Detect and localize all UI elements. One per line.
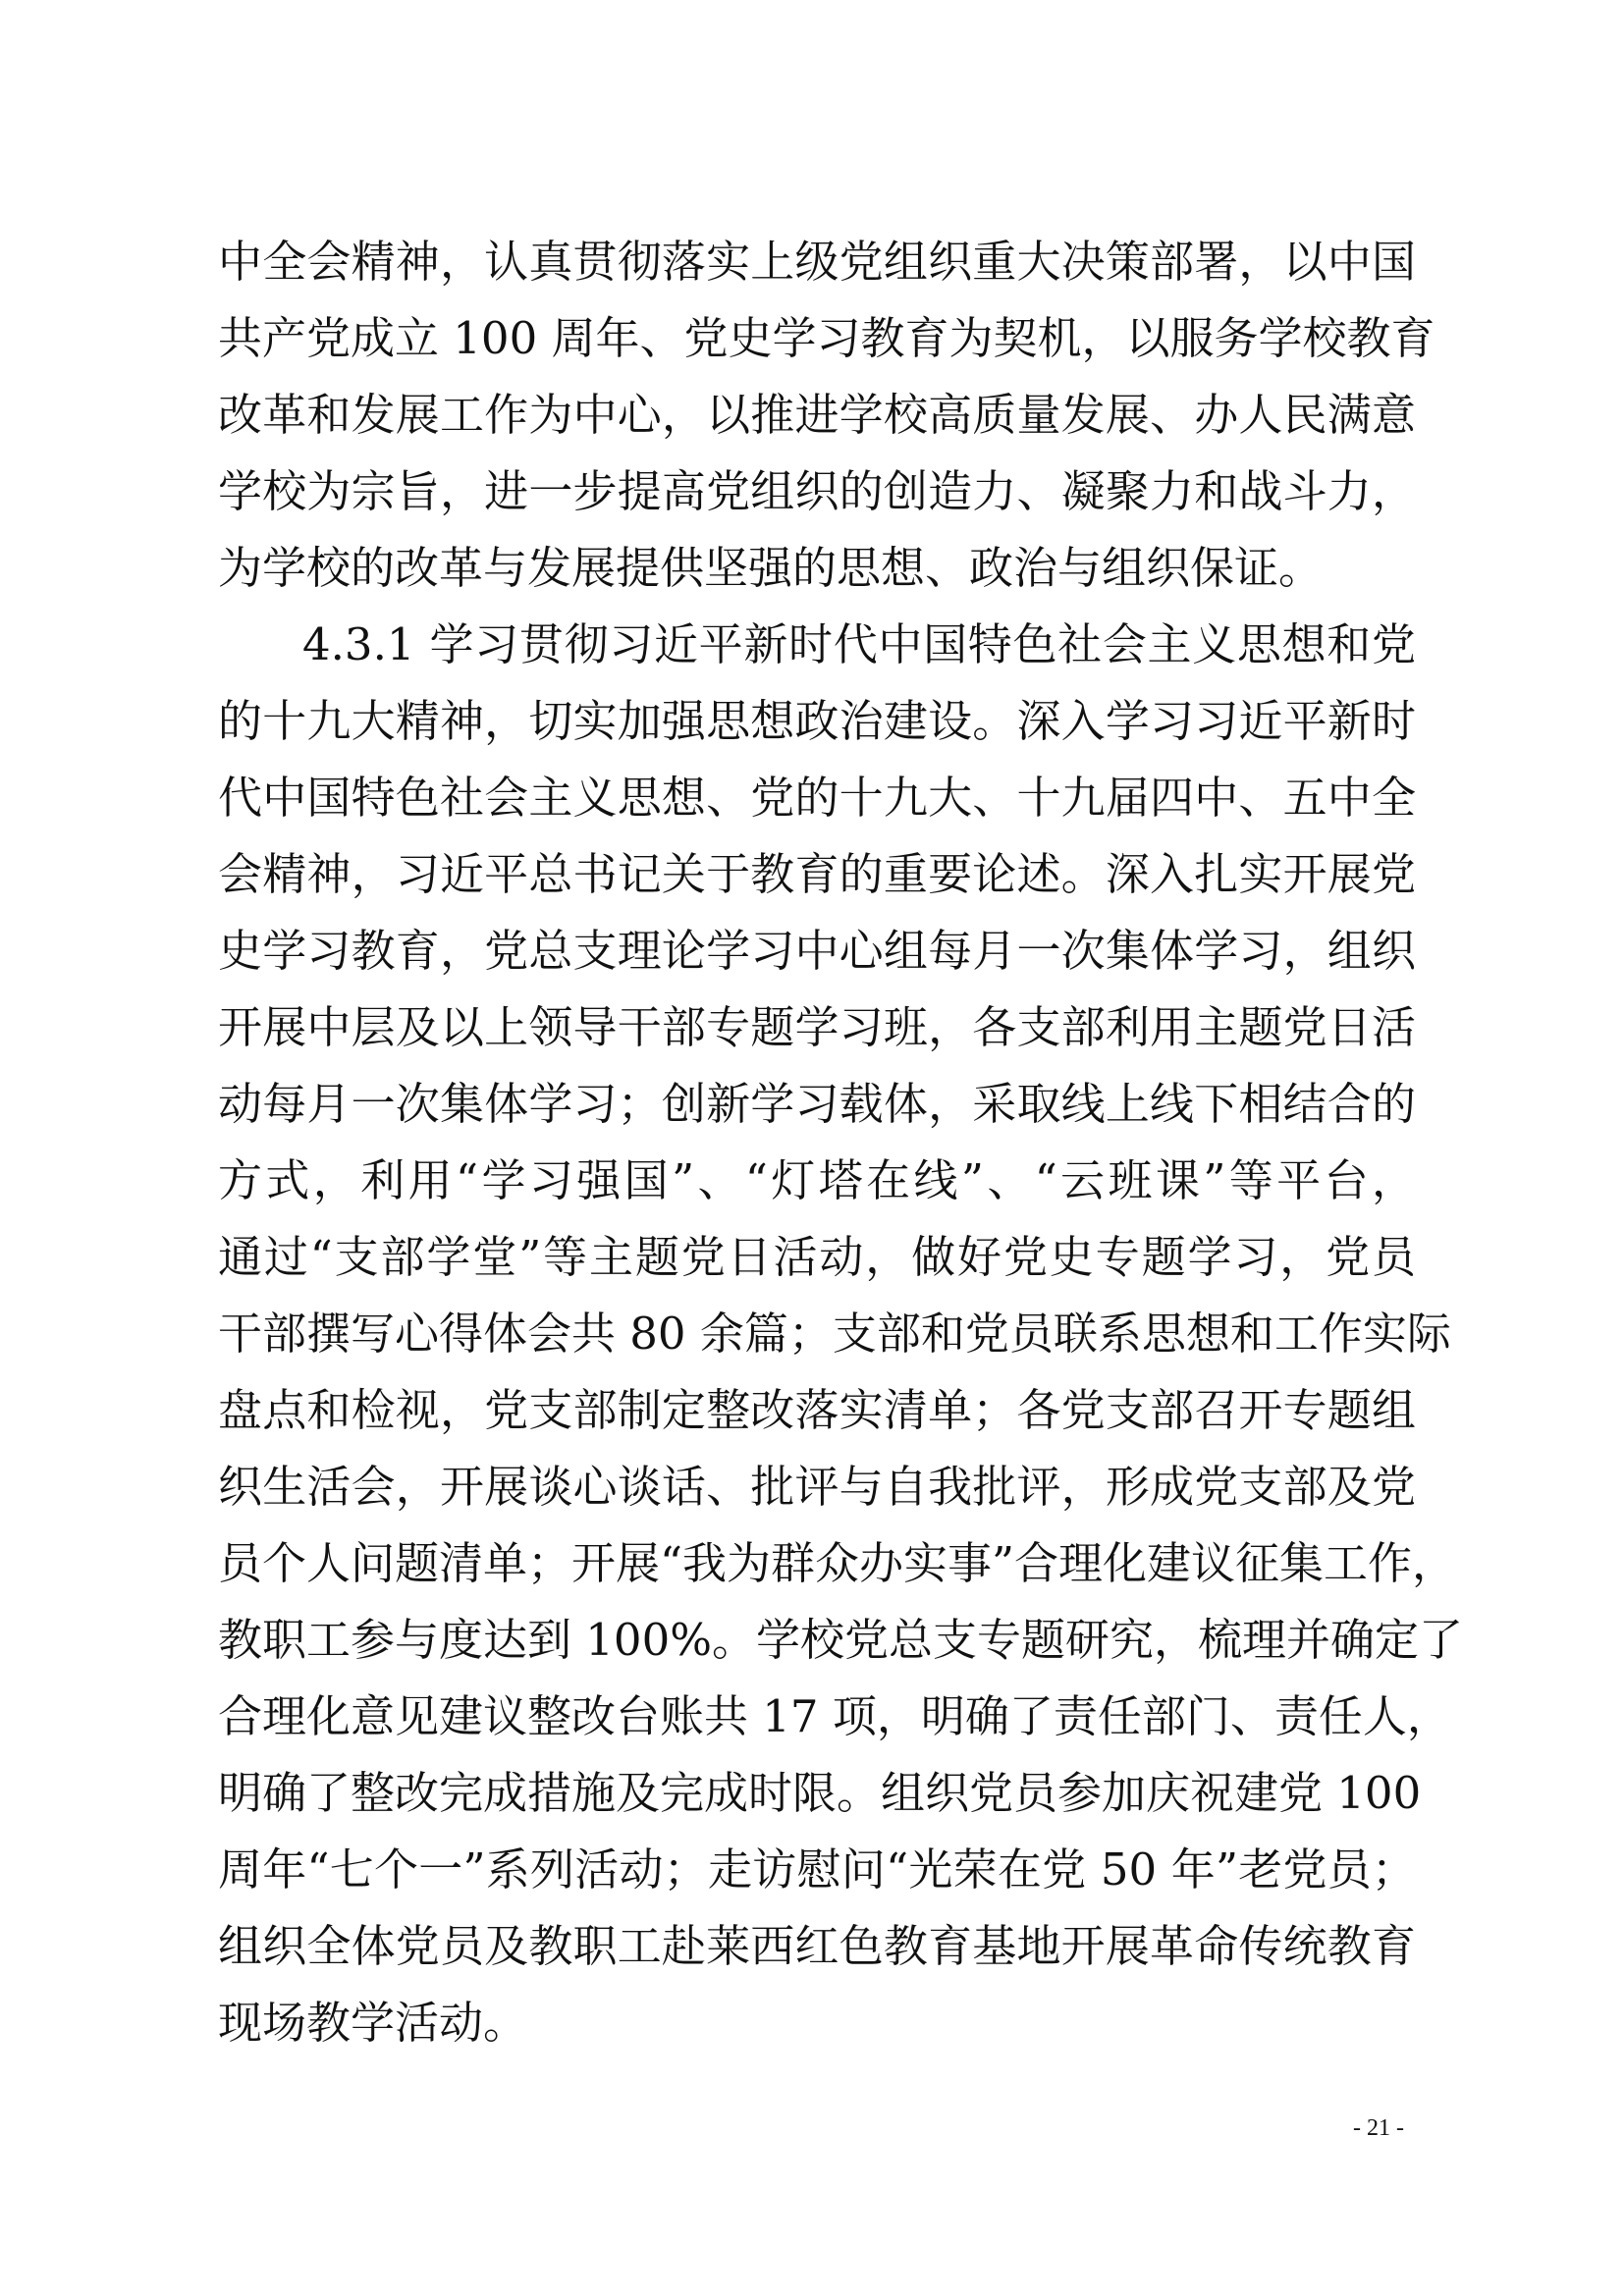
text-line-15: 干部撰写心得体会共 80 余篇；支部和党员联系思想和工作实际 <box>218 1308 1451 1360</box>
text-line-20: 合理化意见建议整改台账共 17 项，明确了责任部门、责任人， <box>218 1690 1451 1742</box>
text-line-24: 现场教学活动。 <box>218 1997 528 2049</box>
text-line-9: 会精神，习近平总书记关于教育的重要论述。深入扎实开展党 <box>218 848 1416 900</box>
text-line-17: 织生活会，开展谈心谈话、批评与自我批评，形成党支部及党 <box>218 1461 1416 1513</box>
text-line-22: 周年“七个一”系列活动；走访慰问“光荣在党 50 年”老党员； <box>218 1843 1416 1896</box>
section-heading-4-3-1: 4.3.1 学习贯彻习近平新时代中国特色社会主义思想和党 <box>302 618 1416 670</box>
text-line-18: 员个人问题清单；开展“我为群众办实事”合理化建议征集工作， <box>218 1537 1457 1589</box>
page-number: - 21 - <box>1353 2115 1404 2141</box>
text-line-11: 开展中层及以上领导干部专题学习班，各支部利用主题党日活 <box>218 1001 1416 1053</box>
text-line-3: 改革和发展工作为中心，以推进学校高质量发展、办人民满意 <box>218 389 1416 441</box>
text-line-23: 组织全体党员及教职工赴莱西红色教育基地开展革命传统教育 <box>218 1920 1416 1972</box>
text-line-1: 中全会精神，认真贯彻落实上级党组织重大决策部署，以中国 <box>218 236 1416 288</box>
body-text <box>218 224 1463 2061</box>
text-line-19: 教职工参与度达到 100%。学校党总支专题研究，梳理并确定了 <box>218 1614 1463 1666</box>
text-line-4: 学校为宗旨，进一步提高党组织的创造力、凝聚力和战斗力， <box>218 465 1416 517</box>
text-line-5: 为学校的改革与发展提供坚强的思想、政治与组织保证。 <box>218 542 1324 594</box>
text-line-13: 方式，利用“学习强国”、“灯塔在线”、“云班课”等平台， <box>218 1154 1416 1206</box>
text-line-21: 明确了整改完成措施及完成时限。组织党员参加庆祝建党 100 <box>218 1767 1422 1819</box>
text-line-10: 史学习教育，党总支理论学习中心组每月一次集体学习，组织 <box>218 925 1416 977</box>
text-line-14: 通过“支部学堂”等主题党日活动，做好党史专题学习，党员 <box>218 1231 1416 1283</box>
text-line-16: 盘点和检视，党支部制定整改落实清单；各党支部召开专题组 <box>218 1384 1416 1436</box>
text-line-7: 的十九大精神，切实加强思想政治建设。深入学习习近平新时 <box>218 695 1416 747</box>
text-line-12: 动每月一次集体学习；创新学习载体，采取线上线下相结合的 <box>218 1078 1416 1130</box>
text-line-2: 共产党成立 100 周年、党史学习教育为契机，以服务学校教育 <box>218 312 1435 364</box>
text-line-8: 代中国特色社会主义思想、党的十九大、十九届四中、五中全 <box>218 772 1416 824</box>
